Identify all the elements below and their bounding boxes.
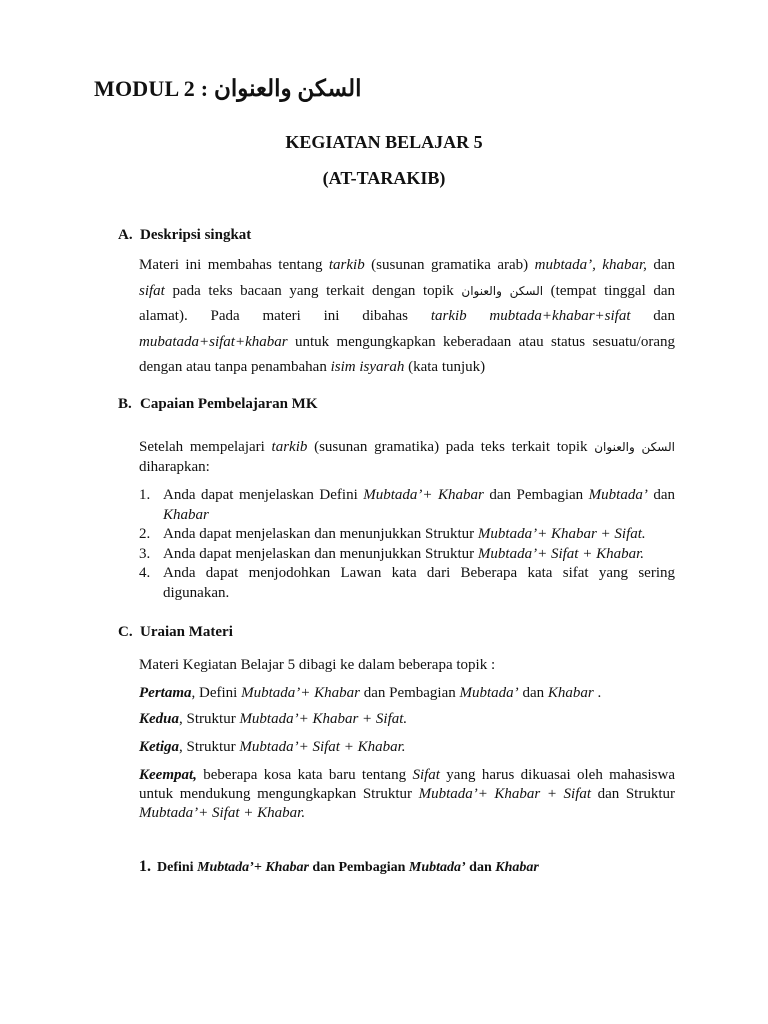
text: dan xyxy=(518,685,548,701)
subsection-1-heading xyxy=(139,858,539,876)
section-b-letter: B. xyxy=(118,396,132,412)
term: tarkib xyxy=(271,439,308,455)
text: dan xyxy=(465,860,496,875)
text: untuk mengungkapkan keberadaan atau status sesuatu/orang xyxy=(287,333,675,350)
para-line xyxy=(139,279,675,305)
section-b-heading xyxy=(118,396,318,413)
term: Mubtada’+ Sifat + Khabar. xyxy=(139,805,306,821)
topic-label: Keempat, xyxy=(139,767,197,783)
para-line xyxy=(139,304,675,330)
para-line: diharapkan: xyxy=(139,458,210,475)
lesson-title: KEGIATAN BELAJAR 5 xyxy=(285,132,483,152)
term: Mubtada’+ Khabar + Sifat xyxy=(418,786,592,802)
module-arabic-title: السكن والعنوان xyxy=(213,76,362,101)
text: alamat). Pada materi ini dibahas xyxy=(139,308,431,324)
term: tarkib mubtada+khabar+sifat xyxy=(430,308,631,324)
text: yang harus dikuasai oleh mahasiswa untuk mendukung mengungkapkan Struktur xyxy=(139,767,675,802)
topic-2 xyxy=(139,710,675,729)
text: . xyxy=(593,685,602,701)
section-b-intro xyxy=(139,438,675,477)
term: mubatada+sifat+khabar xyxy=(139,333,288,350)
term: Mubtada’ xyxy=(459,685,519,701)
text: Anda dapat menjodohkan Lawan kata dari Beberapa kata sifat yang sering digunakan. xyxy=(163,565,675,601)
learning-outcomes-list xyxy=(139,486,675,603)
topic-1 xyxy=(139,684,675,703)
section-c-title: Uraian Materi xyxy=(140,624,233,640)
term: Mubtada’+ Khabar xyxy=(363,487,484,503)
list-item xyxy=(139,545,675,565)
section-b-title: Capaian Pembelajaran MK xyxy=(140,396,318,412)
term: Mubtada’+ Khabar + Sifat. xyxy=(477,526,646,542)
module-title xyxy=(94,76,362,102)
term: Mubtada’+ Khabar xyxy=(197,860,309,875)
text: , Struktur xyxy=(179,739,240,755)
text: , Struktur xyxy=(179,711,240,727)
module-label: MODUL 2 : xyxy=(94,76,209,101)
term: mubtada’, khabar, xyxy=(534,257,647,273)
text: dan Pembagian xyxy=(483,487,589,503)
topic-label: Ketiga xyxy=(139,739,179,755)
lesson-subtitle: (AT-TARAKIB) xyxy=(322,168,446,188)
topic-label: Kedua xyxy=(139,711,180,727)
term: tarkib xyxy=(328,257,365,273)
text: (kata tunjuk) xyxy=(404,359,486,375)
term: Khabar xyxy=(495,860,539,875)
topic-label: Pertama xyxy=(139,685,192,701)
arabic-topic: السكن والعنوان xyxy=(461,283,544,298)
text: Anda dapat menjelaskan dan menunjukkan Struktur xyxy=(163,545,478,562)
section-c-heading xyxy=(118,624,233,641)
subsection-number: 1. xyxy=(139,858,151,875)
section-a-letter: A. xyxy=(118,227,133,243)
term: Mubtada’+ Khabar + Sifat. xyxy=(239,711,408,727)
term: Mubtada’+ Sifat + Khabar. xyxy=(239,739,406,755)
text: (susunan gramatika arab) xyxy=(364,257,535,273)
item-number: 1. xyxy=(139,487,151,503)
para-line xyxy=(139,253,675,279)
text: Defini xyxy=(157,860,198,875)
section-a-paragraph xyxy=(139,253,675,381)
text: dan xyxy=(647,487,675,503)
item-number: 3. xyxy=(139,545,151,562)
text: (tempat tinggal dan xyxy=(543,282,675,299)
text: dan Struktur xyxy=(591,786,675,802)
arabic-topic: السكن والعنوان xyxy=(594,440,676,454)
section-a-heading xyxy=(118,227,251,244)
text: Anda dapat menjelaskan Defini xyxy=(163,487,364,503)
list-item xyxy=(139,486,675,525)
term: Sifat xyxy=(412,767,440,783)
text: beberapa kosa kata baru tentang xyxy=(196,767,413,783)
text: , Defini xyxy=(191,685,242,701)
term: isim isyarah xyxy=(330,359,405,375)
section-a-title: Deskripsi singkat xyxy=(140,227,252,243)
topic-3 xyxy=(139,738,675,757)
term: Mubtada’+ Khabar xyxy=(241,685,360,701)
section-c-intro: Materi Kegiatan Belajar 5 dibagi ke dalam beberapa topik : xyxy=(139,657,496,673)
text: dengan atau tanpa penambahan xyxy=(139,359,331,375)
term: Mubtada’ xyxy=(408,860,466,875)
term: sifat xyxy=(139,282,165,299)
text: Anda dapat menjelaskan dan menunjukkan Struktur xyxy=(163,526,478,542)
section-c-letter: C. xyxy=(118,624,133,640)
para-line xyxy=(139,330,675,356)
text: dan xyxy=(630,308,675,324)
text: dan Pembagian xyxy=(308,860,409,875)
text: pada teks bacaan yang terkait dengan topik xyxy=(164,282,462,299)
text: dan xyxy=(646,257,675,273)
para-line xyxy=(139,355,675,381)
topic-4 xyxy=(139,766,675,823)
item-number: 4. xyxy=(139,565,151,581)
text: dan Pembagian xyxy=(359,685,460,701)
list-item xyxy=(139,525,675,545)
term: Khabar xyxy=(547,685,594,701)
term: Mubtada’+ Sifat + Khabar. xyxy=(477,545,645,562)
term: Mubtada’ xyxy=(588,487,648,503)
term: Khabar xyxy=(163,506,209,523)
list-item xyxy=(139,564,675,603)
text: Setelah mempelajari xyxy=(139,439,272,455)
para-line xyxy=(139,438,675,458)
text: Materi ini membahas tentang xyxy=(139,257,329,273)
text: (susunan gramatika) pada teks terkait topik xyxy=(307,439,595,455)
item-number: 2. xyxy=(139,526,151,542)
